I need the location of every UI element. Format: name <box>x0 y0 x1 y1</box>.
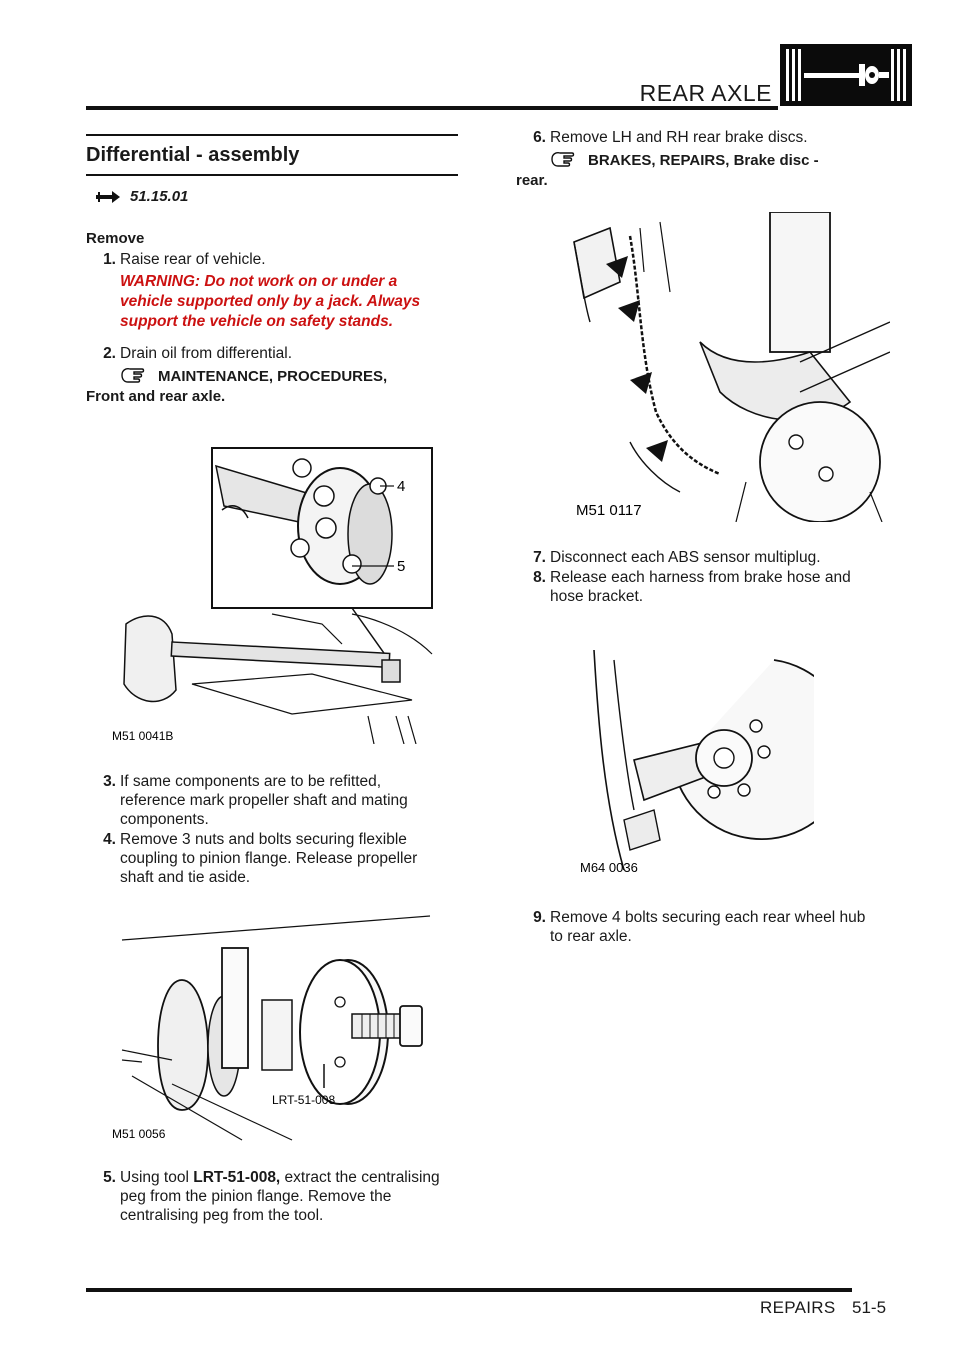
svg-text:5: 5 <box>397 558 406 575</box>
page-header-title: REAR AXLE <box>639 80 772 106</box>
svg-text:4: 4 <box>397 478 406 495</box>
svg-text:M51 0041B: M51 0041B <box>112 729 174 743</box>
reference-brakes[interactable]: BRAKES, REPAIRS, Brake disc - rear. <box>516 152 819 189</box>
figure-propeller-shaft-coupling <box>112 444 448 744</box>
svg-text:LRT-51-008: LRT-51-008 <box>272 1093 336 1107</box>
figure-wheel-hub <box>574 640 814 880</box>
svg-text:M51 0056: M51 0056 <box>112 1127 166 1141</box>
operation-code: 51.15.01 <box>130 188 189 205</box>
footer-section: REPAIRS <box>760 1298 836 1317</box>
reference-hand-icon <box>550 150 576 168</box>
section-bottom-rule <box>86 174 458 176</box>
remove-heading: Remove <box>86 230 145 247</box>
step-8: 8. Release each harness from brake hose and hose bracket. <box>533 569 851 605</box>
step-9: 9. Remove 4 bolts securing each rear wheel hub to rear axle. <box>533 909 866 945</box>
step-3: 3. If same components are to be refitted, reference mark propeller shaft and mating components. <box>103 773 408 828</box>
tool-number: LRT-51-008, <box>193 1169 281 1186</box>
step-4: 4. Remove 3 nuts and bolts securing flexible coupling to pinion flange. Release propeller shaft and tie aside. <box>103 831 418 886</box>
svg-text:M64 0036: M64 0036 <box>580 860 638 875</box>
figure-tool-extracting-peg <box>112 910 442 1150</box>
safety-warning: WARNING: Do not work on or under a vehicle supported only by a jack. Always support the vehicle on safety stands. <box>120 273 421 330</box>
step-5: 5. Using tool LRT-51-008, extract the centralising peg from the pinion flange. Remove the centralising peg from the tool. <box>103 1169 440 1224</box>
svg-text:M51 0117: M51 0117 <box>576 502 642 519</box>
section-top-rule <box>86 134 458 136</box>
section-title: Differential - assembly <box>86 144 300 166</box>
operation-code-icon <box>96 190 120 204</box>
reference-maintenance[interactable]: MAINTENANCE, PROCEDURES, Front and rear axle. <box>86 368 388 405</box>
figure-abs-harness <box>570 212 890 522</box>
footer-rule <box>86 1288 852 1292</box>
header-rule <box>86 106 778 110</box>
rear-axle-section-icon <box>780 44 912 106</box>
page-number: 51-5 <box>852 1298 887 1317</box>
reference-hand-icon <box>120 366 146 384</box>
